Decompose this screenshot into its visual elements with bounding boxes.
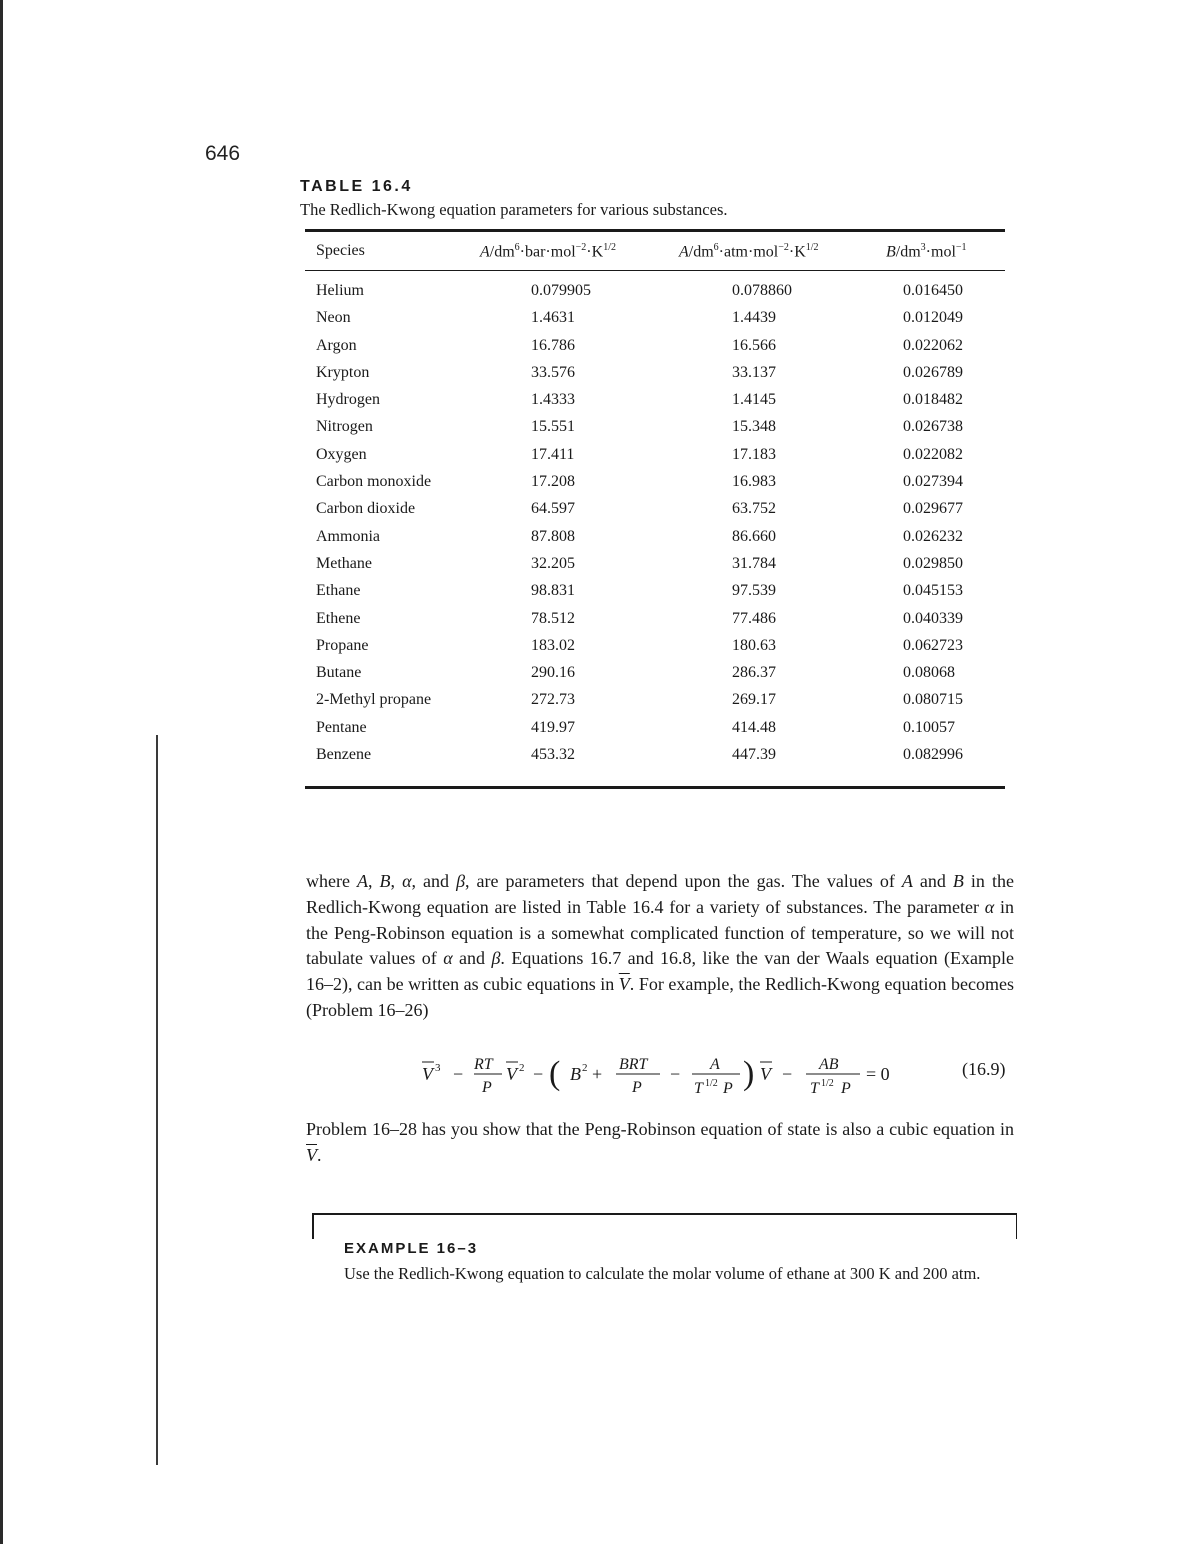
header-a-bar: $A/dm^6\cdot bar\cdot mol^{-2}\cdot K^{1/2}$ — [480, 242, 616, 261]
eq-vbar-3: V — [760, 1064, 771, 1084]
a-bar-cell: 98.831 — [531, 582, 575, 600]
page-number: 646 — [205, 142, 241, 165]
table-bottom-rule — [305, 786, 1005, 789]
symbol-a: A — [480, 243, 490, 261]
species-cell: 2-Methyl propane — [316, 691, 432, 709]
table-caption: The Redlich-Kwong equation parameters for various substances. — [300, 200, 728, 219]
b-cell: 0.016450 — [903, 282, 963, 299]
b-cell: 0.026789 — [903, 363, 963, 381]
species-cell: Ethane — [316, 582, 361, 600]
table-row — [305, 473, 1005, 500]
eq-rparen: ) — [743, 1055, 755, 1092]
a-atm-cell: 16.566 — [732, 336, 776, 354]
eq-half: 1/2 — [705, 1078, 718, 1089]
a-atm-cell: 31.784 — [732, 554, 776, 572]
eq-equals-zero: = 0 — [866, 1064, 890, 1084]
header-b: $B/dm^3\cdot mol^{-1}$ — [886, 242, 967, 261]
eq-brt: BRT — [619, 1056, 648, 1073]
a-atm-cell: 1.4439 — [732, 309, 776, 327]
b-cell: 0.082996 — [903, 746, 963, 764]
a-bar-cell: 15.551 — [531, 418, 575, 436]
table-row — [305, 446, 1005, 473]
a-bar-cell: 17.411 — [531, 445, 575, 463]
eq-a: A — [710, 1056, 720, 1073]
table-header-rule — [305, 270, 1005, 271]
eq-vbar: V — [422, 1064, 433, 1084]
eq-minus-1: − — [453, 1064, 464, 1084]
table-row — [305, 309, 1005, 336]
a-bar-cell: 272.73 — [531, 691, 575, 709]
b-cell: 0.022062 — [903, 336, 963, 354]
eq-t-2: T — [810, 1080, 819, 1097]
b-cell: 0.027394 — [903, 473, 963, 491]
species-cell: Hydrogen — [316, 391, 380, 409]
a-atm-cell: 0.078860 — [732, 282, 792, 299]
table-row — [305, 555, 1005, 582]
scan-edge — [0, 0, 3, 1544]
species-cell: Neon — [316, 309, 351, 327]
species-cell: Oxygen — [316, 445, 367, 463]
example-title: EXAMPLE 16–3 — [344, 1240, 479, 1257]
a-atm-cell: 15.348 — [732, 418, 776, 436]
eq-exp-2: 2 — [519, 1062, 525, 1074]
species-cell: Ammonia — [316, 527, 380, 545]
a-bar-cell: 290.16 — [531, 664, 575, 682]
b-cell: 0.026738 — [903, 418, 963, 436]
a-bar-cell: 0.079905 — [531, 282, 591, 299]
a-atm-cell: 447.39 — [732, 746, 776, 764]
species-cell: Nitrogen — [316, 418, 373, 436]
b-cell: 0.08068 — [903, 664, 955, 682]
b-cell: 0.062723 — [903, 636, 963, 654]
b-cell: 0.022082 — [903, 445, 963, 463]
a-atm-cell: 86.660 — [732, 527, 776, 545]
table-row — [305, 528, 1005, 555]
a-atm-cell: 63.752 — [732, 500, 776, 518]
table-body — [305, 282, 1005, 773]
eq-lparen: ( — [549, 1055, 561, 1092]
table-row — [305, 418, 1005, 445]
a-atm-cell: 77.486 — [732, 609, 776, 627]
table-label: TABLE 16.4 — [300, 178, 413, 195]
header-a-atm: $A/dm^6\cdot atm\cdot mol^{-2}\cdot K^{1/2}$ — [679, 242, 819, 261]
a-bar-cell: 78.512 — [531, 609, 575, 627]
example-text: Use the Redlich-Kwong equation to calculate the molar volume of ethane at 300 K and 200 atm. — [344, 1264, 981, 1283]
species-cell: Pentane — [316, 718, 367, 736]
a-bar-cell: 33.576 — [531, 363, 575, 381]
eq-p-3: P — [723, 1080, 733, 1097]
a-bar-cell: 1.4333 — [531, 391, 575, 409]
a-atm-cell: 33.137 — [732, 363, 776, 381]
equation-16-9 — [420, 1044, 1020, 1104]
symbol-b: B — [886, 243, 896, 261]
b-cell: 0.012049 — [903, 309, 963, 327]
a-bar-cell: 87.808 — [531, 527, 575, 545]
a-atm-cell: 286.37 — [732, 664, 776, 682]
species-cell: Carbon monoxide — [316, 473, 432, 491]
table-row — [305, 337, 1005, 364]
a-bar-cell: 1.4631 — [531, 309, 575, 327]
b-cell: 0.026232 — [903, 527, 963, 545]
a-atm-cell: 97.539 — [732, 582, 776, 600]
a-atm-cell: 180.63 — [732, 636, 776, 654]
a-bar-cell: 419.97 — [531, 718, 575, 736]
table-row — [305, 500, 1005, 527]
a-bar-cell: 64.597 — [531, 500, 575, 518]
b-cell: 0.040339 — [903, 609, 963, 627]
table-row — [305, 691, 1005, 718]
equation-number: (16.9) — [962, 1059, 1006, 1079]
b-cell: 0.045153 — [903, 582, 963, 600]
eq-p-1: P — [482, 1079, 492, 1096]
eq-rt: RT — [474, 1056, 493, 1073]
species-cell: Methane — [316, 554, 372, 572]
a-atm-cell: 269.17 — [732, 691, 776, 709]
species-cell: Carbon dioxide — [316, 500, 416, 518]
eq-vbar-2: V — [506, 1064, 517, 1084]
table-top-rule — [305, 229, 1005, 232]
eq-exp-3: 3 — [435, 1062, 441, 1074]
paragraph-parameters: where A, B, α, and β, are parameters that depend upon the gas. The values of A and B in the Redlich-Kwong equation are listed in Table 16.4 for a variety of substances. The parameter α in the Peng-Robinson equation is a somewhat complicated function of temperature, so we will not tabulate values of α and β. Equations 16.7 and 16.8, like the van der Waals equation (Example 16–2), can be written as cubic equations in $\overline{V}$. For example, the Redlich-Kwong equation becomes (Problem 16–26) — [306, 871, 1015, 1020]
a-bar-cell: 17.208 — [531, 473, 575, 491]
eq-ab: AB — [819, 1056, 839, 1073]
eq-plus: + — [592, 1064, 603, 1084]
table-row — [305, 364, 1005, 391]
eq-p-4: P — [841, 1080, 851, 1097]
scan-margin-mark — [156, 735, 158, 1465]
example-box — [312, 1213, 1017, 1239]
b-cell: 0.029850 — [903, 554, 963, 572]
a-bar-cell: 16.786 — [531, 336, 575, 354]
species-cell: Krypton — [316, 363, 370, 381]
table-row — [305, 610, 1005, 637]
table-row — [305, 664, 1005, 691]
species-cell: Helium — [316, 282, 364, 299]
b-cell: 0.018482 — [903, 391, 963, 409]
eq-minus-2: − — [533, 1064, 544, 1084]
table-row — [305, 746, 1005, 773]
b-cell: 0.10057 — [903, 718, 955, 736]
table-row — [305, 391, 1005, 418]
species-cell: Ethene — [316, 609, 361, 627]
header-species: Species — [316, 242, 365, 259]
species-cell: Butane — [316, 664, 362, 682]
eq-minus-4: − — [782, 1064, 793, 1084]
eq-exp-2b: 2 — [582, 1062, 588, 1074]
a-atm-cell: 1.4145 — [732, 391, 776, 409]
a-atm-cell: 16.983 — [732, 473, 776, 491]
table-row — [305, 719, 1005, 746]
species-cell: Argon — [316, 336, 357, 354]
eq-minus-3: − — [670, 1064, 681, 1084]
paragraph-peng-robinson: Problem 16–28 has you show that the Peng-Robinson equation of state is also a cubic equation in $\overline{V}$. — [306, 1119, 1014, 1165]
b-cell: 0.080715 — [903, 691, 963, 709]
eq-t: T — [694, 1080, 703, 1097]
eq-b: B — [570, 1064, 581, 1084]
a-atm-cell: 414.48 — [732, 718, 776, 736]
table-row — [305, 637, 1005, 664]
eq-half-2: 1/2 — [821, 1078, 834, 1089]
eq-p-2: P — [632, 1079, 642, 1096]
a-atm-cell: 17.183 — [732, 445, 776, 463]
a-bar-cell: 453.32 — [531, 746, 575, 764]
symbol-a: A — [679, 243, 689, 261]
a-bar-cell: 32.205 — [531, 554, 575, 572]
table-row — [305, 282, 1005, 309]
species-cell: Benzene — [316, 746, 372, 764]
a-bar-cell: 183.02 — [531, 636, 575, 654]
species-cell: Propane — [316, 636, 369, 654]
table-row — [305, 582, 1005, 609]
b-cell: 0.029677 — [903, 500, 963, 518]
